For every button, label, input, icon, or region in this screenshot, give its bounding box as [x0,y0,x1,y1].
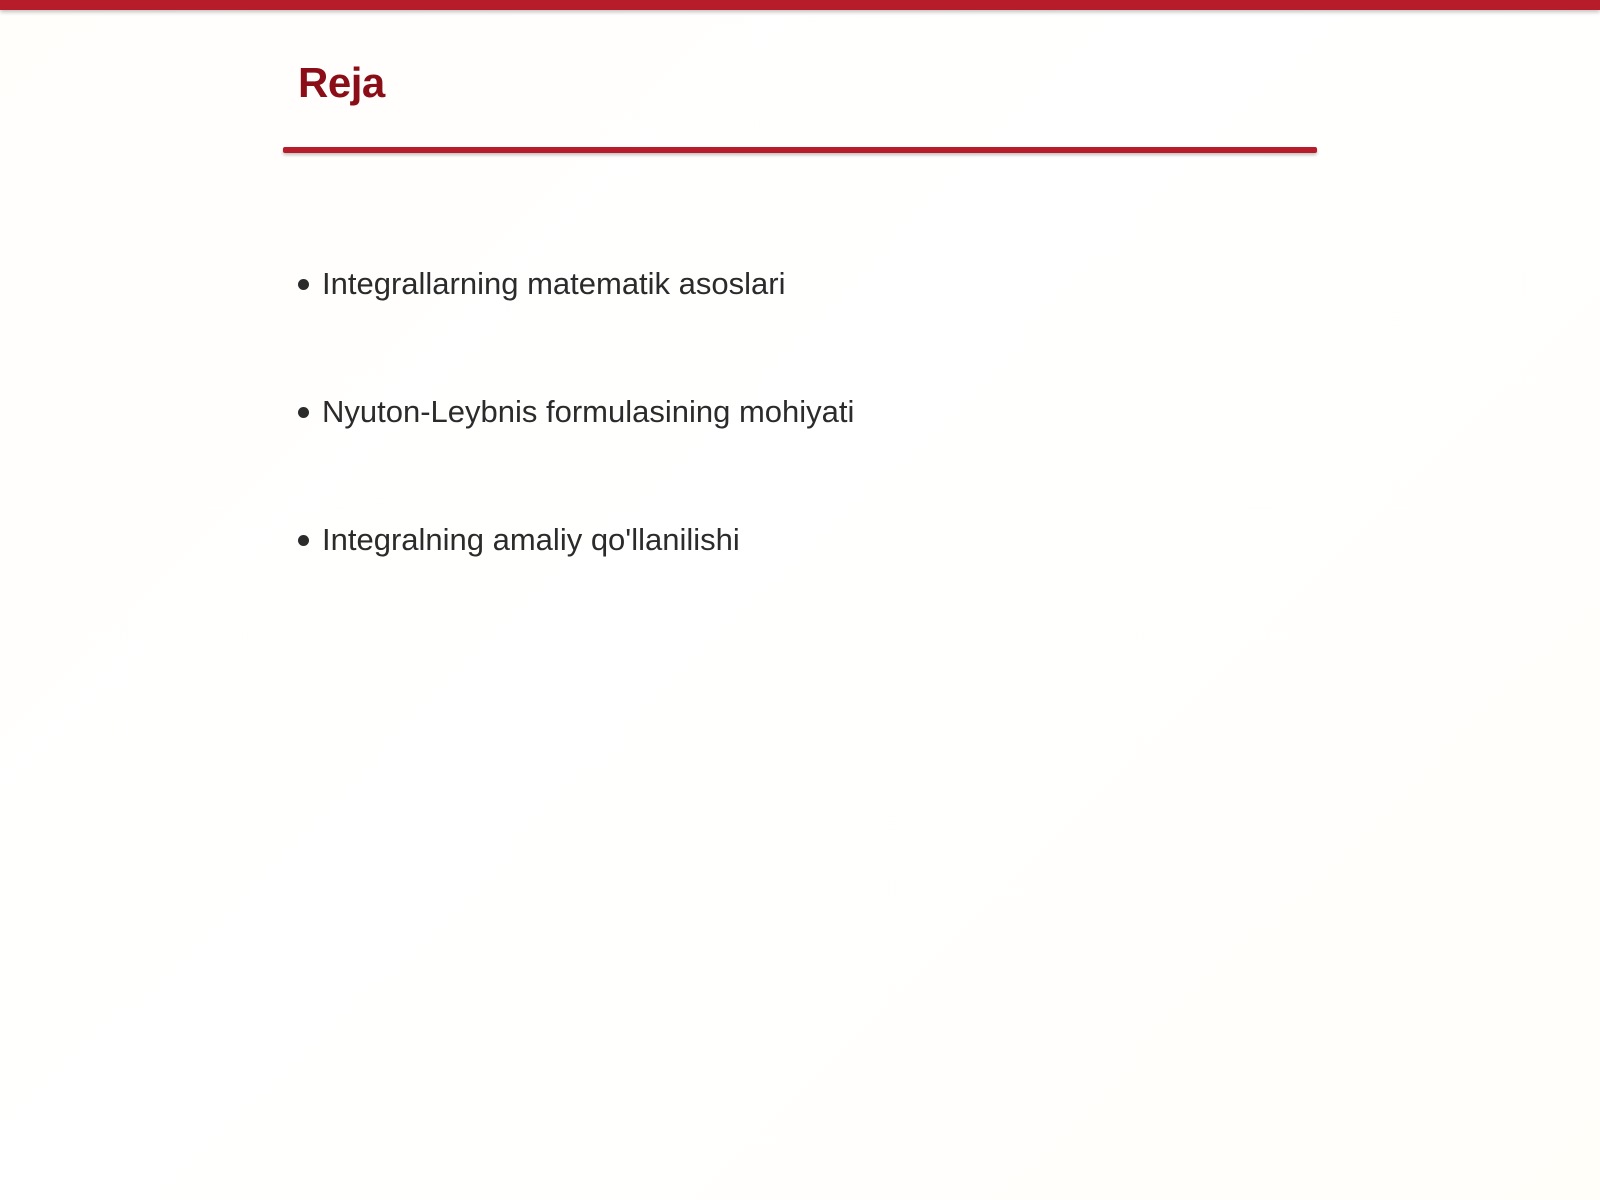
bullet-text: Integralning amaliy qo'llanilishi [322,522,740,557]
top-accent-bar [0,0,1600,10]
bullet-text: Nyuton-Leybnis formulasining mohiyati [322,394,855,429]
bullet-list [298,262,854,646]
bullet-dot-icon [298,535,309,546]
bullet-item [298,390,854,434]
bullet-dot-icon [298,279,309,290]
bullet-text: Integrallarning matematik asoslari [322,266,786,301]
bullet-dot-icon [298,407,309,418]
title-underline [283,147,1317,153]
bullet-item [298,518,854,562]
bullet-item [298,262,854,306]
slide-title: Reja [298,59,385,106]
